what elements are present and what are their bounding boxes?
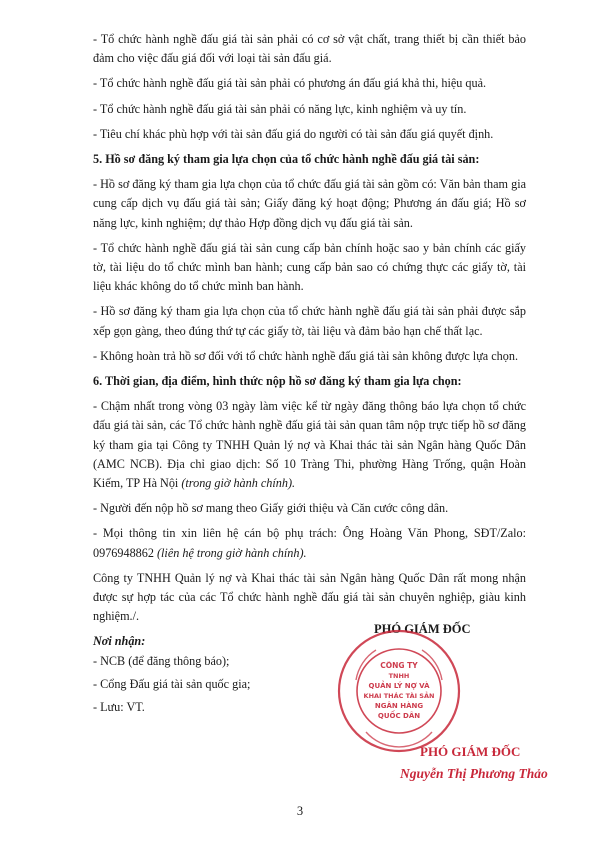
closing-paragraph: Công ty TNHH Quản lý nợ và Khai thác tài sản Ngân hàng Quốc Dân rất mong nhận được sự hợp tác của các Tổ chức hành nghề đấu giá tài sản chuyên nghiệp, giàu kinh nghiệm./. xyxy=(93,570,526,624)
list-item xyxy=(93,397,526,493)
seal-line: QUỐC DÂN xyxy=(377,712,421,720)
submission-text: - Chậm nhất trong vòng 03 ngày làm việc kể từ ngày đăng thông báo lựa chọn tổ chức đấu giá tài sản, các Tổ chức hành nghề đấu giá tài sản quan tâm nộp trực tiếp hồ sơ đăng ký tham gia tại Công ty TNHH Quản lý nợ và Khai thác tài sản Ngân hàng Quốc Dân (AMC NCB). Địa chỉ giao dịch: Số 10 Tràng Thi, phường Hàng Trống, quận Hoàn Kiếm, TP Hà Nội xyxy=(93,399,526,491)
list-item: - Người đến nộp hồ sơ mang theo Giấy giới thiệu và Căn cước công dân. xyxy=(93,501,449,516)
signer-name: Nguyễn Thị Phương Thảo xyxy=(400,766,548,781)
list-item xyxy=(93,524,526,562)
seal-line: NGÂN HÀNG xyxy=(374,702,424,710)
company-seal-icon xyxy=(336,628,462,754)
list-item: - Tiêu chí khác phù hợp với tài sản đấu giá do người có tài sản đấu giá quyết định. xyxy=(93,126,494,141)
recipient-item: - Cổng Đấu giá tài sản quốc gia; xyxy=(93,676,251,691)
list-item: - Hồ sơ đăng ký tham gia lựa chọn của tổ chức đấu giá tài sản gồm có: Văn bản tham gia cung cấp dịch vụ đấu giá tài sản; Giấy đăng ký hoạt động; Phương án đấu giá; Hồ sơ năng lực, kinh nghiệm; dự thảo Hợp đồng dịch vụ đấu giá tài sản. xyxy=(93,177,526,230)
list-item: - Tổ chức hành nghề đấu giá tài sản phải có phương án đấu giá khả thi, hiệu quả. xyxy=(93,76,487,91)
contact-hours-note: (liên hệ trong giờ hành chính). xyxy=(156,545,307,560)
list-item: - Không hoàn trả hồ sơ đối với tổ chức hành nghề đấu giá tài sản không được lựa chọn. xyxy=(93,348,518,363)
office-hours-note: (trong giờ hành chính). xyxy=(181,476,296,491)
seal-line: KHAI THÁC TÀI SẢN xyxy=(363,692,435,700)
seal-line: QUẢN LÝ NỢ VÀ xyxy=(368,682,430,690)
document-body xyxy=(93,30,526,721)
seal-line: CÔNG TY xyxy=(380,661,418,670)
stamp-role: PHÓ GIÁM ĐỐC xyxy=(420,744,521,759)
contact-text: - Mọi thông tin xin liên hệ cán bộ phụ trách: Ông Hoàng Văn Phong, SĐT/Zalo: 0976948862 xyxy=(93,526,526,560)
section-6-heading: 6. Thời gian, địa điểm, hình thức nộp hồ sơ đăng ký tham gia lựa chọn: xyxy=(93,374,462,389)
recipients-title: Nơi nhận: xyxy=(93,634,146,649)
list-item: - Hồ sơ đăng ký tham gia lựa chọn của tổ chức hành nghề đấu giá tài sản phải được sắp xếp gọn gàng, theo đúng thứ tự các giấy tờ, tài liệu và đảm bảo hạn chế thất lạc. xyxy=(93,304,526,338)
list-item: - Tổ chức hành nghề đấu giá tài sản phải có năng lực, kinh nghiệm và uy tín. xyxy=(93,101,467,116)
signature-title: PHÓ GIÁM ĐỐC xyxy=(374,622,471,636)
page-number: 3 xyxy=(296,804,304,818)
list-item: - Tổ chức hành nghề đấu giá tài sản cung cấp bản chính hoặc sao y bản chính các giấy tờ, tài liệu do tổ chức mình ban hành; cung cấp bản sao có chứng thực các giấy tờ, tài liệu khác không do tổ chức mình ban hành. xyxy=(93,240,526,294)
recipient-item: - Lưu: VT. xyxy=(93,700,145,715)
list-item: - Tổ chức hành nghề đấu giá tài sản phải có cơ sở vật chất, trang thiết bị cần thiết bảo đảm cho việc đấu giá đối với loại tài sản đấu giá. xyxy=(93,32,526,66)
section-5-heading: 5. Hồ sơ đăng ký tham gia lựa chọn của tổ chức hành nghề đấu giá tài sản: xyxy=(93,152,480,167)
seal-line: TNHH xyxy=(388,672,410,680)
recipient-item: - NCB (để đăng thông báo); xyxy=(93,653,230,668)
